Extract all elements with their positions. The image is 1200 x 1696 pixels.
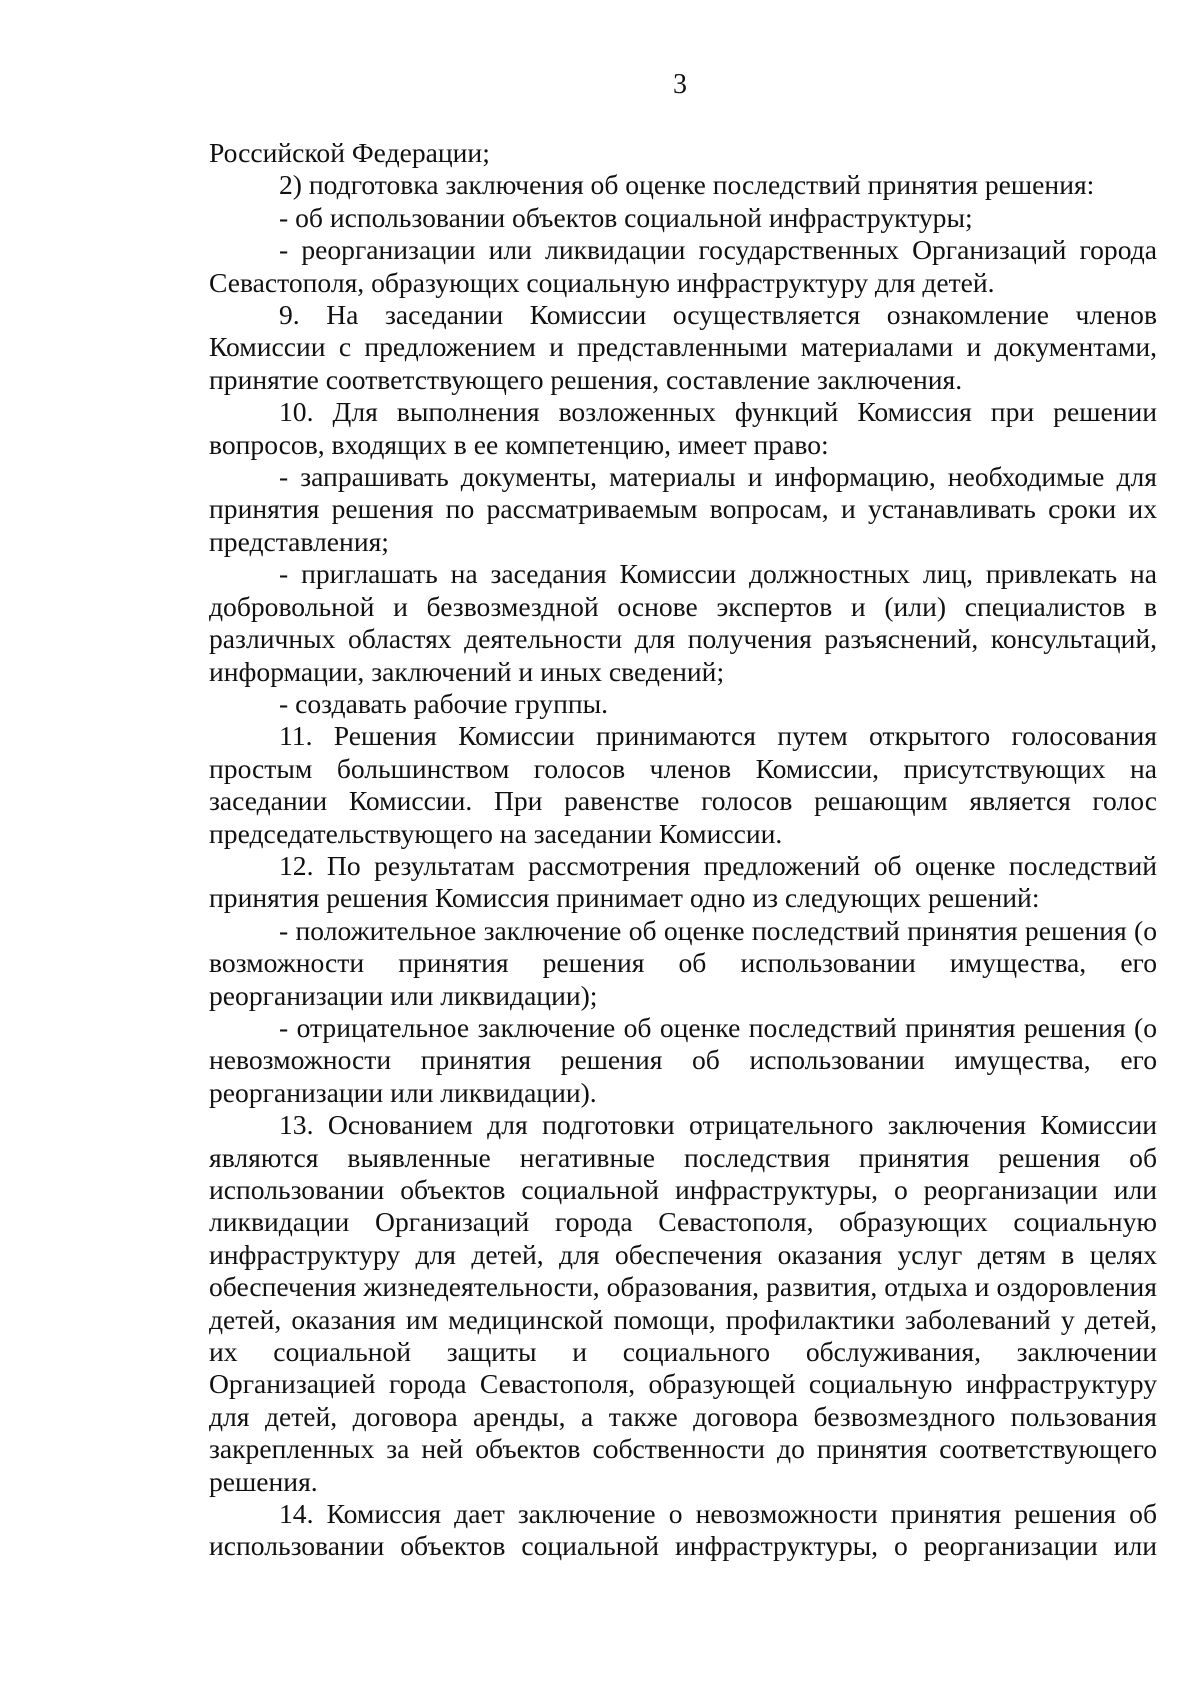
paragraph: Российской Федерации; — [209, 137, 490, 168]
paragraph: - об использовании объектов социальной инфраструктуры; — [279, 201, 973, 233]
paragraph: - запрашивать документы, материалы и информацию, необходимые для принятия решения по рассматриваемым вопросам, и устанавливать сроки их представления; — [209, 461, 1157, 557]
paragraph: - реорганизации или ликвидации государственных Организаций города Севастополя, образующих социальную инфраструктуру для детей. — [209, 234, 1157, 298]
paragraph: 2) подготовка заключения об оценке последствий принятия решения: — [279, 169, 1095, 201]
page-number: 3 — [673, 69, 687, 100]
paragraph: 12. По результатам рассмотрения предложений об оценке последствий принятия решения Комиссия принимает одно из следующих решений: — [209, 849, 1157, 914]
paragraph: 13. Основанием для подготовки отрицательного заключения Комиссии являются выявленные негативные последствия принятия решения об использовании объектов социальной инфраструктуры, о реорганизации или ликвидации Организаций города Севастополя, образующих социальную инфраструктуру для детей, для обеспечения оказания услуг детям в целях обеспечения жизнедеятельности, образования, развития, отдыха и оздоровления детей, оказания им медицинской помощи, профилактики заболеваний у детей, их социальной защиты и социального обслуживания, заключении Организацией города Севастополя, образующей социальную инфраструктуру для детей, договора аренды, а также договора безвозмездного пользования закрепленных за ней объектов собственности до принятия соответствующего решения. — [209, 1109, 1157, 1497]
paragraph: 11. Решения Комиссии принимаются путем открытого голосования простым большинством голосов членов Комиссии, присутствующих на заседании Комиссии. При равенстве голосов решающим является голос председательствующего на заседании Комиссии. — [209, 720, 1157, 849]
paragraph: - отрицательное заключение об оценке последствий принятия решения (о невозможности принятия решения об использовании имущества, его реорганизации или ликвидации). — [209, 1011, 1157, 1108]
document-body — [209, 137, 1157, 1563]
paragraph: - положительное заключение об оценке последствий принятия решения (о возможности принятия решения об использовании имущества, его реорганизации или ликвидации); — [209, 914, 1157, 1011]
paragraph: - создавать рабочие группы. — [279, 687, 609, 719]
paragraph: 10. Для выполнения возложенных функций Комиссия при решении вопросов, входящих в ее компетенцию, имеет право: — [209, 396, 1157, 460]
paragraph: 9. На заседании Комиссии осуществляется ознакомление членов Комиссии с предложением и представленными материалами и документами, принятие соответствующего решения, составление заключения. — [209, 299, 1157, 395]
paragraph: 14. Комиссия дает заключение о невозможности принятия решения об использовании объектов социальной инфраструктуры, о реорганизации или — [209, 1498, 1157, 1562]
paragraph: - приглашать на заседания Комиссии должностных лиц, привлекать на добровольной и безвозмездной основе экспертов и (или) специалистов в различных областях деятельности для получения разъяснений, консультаций, информации, заключений и иных сведений; — [209, 558, 1157, 687]
